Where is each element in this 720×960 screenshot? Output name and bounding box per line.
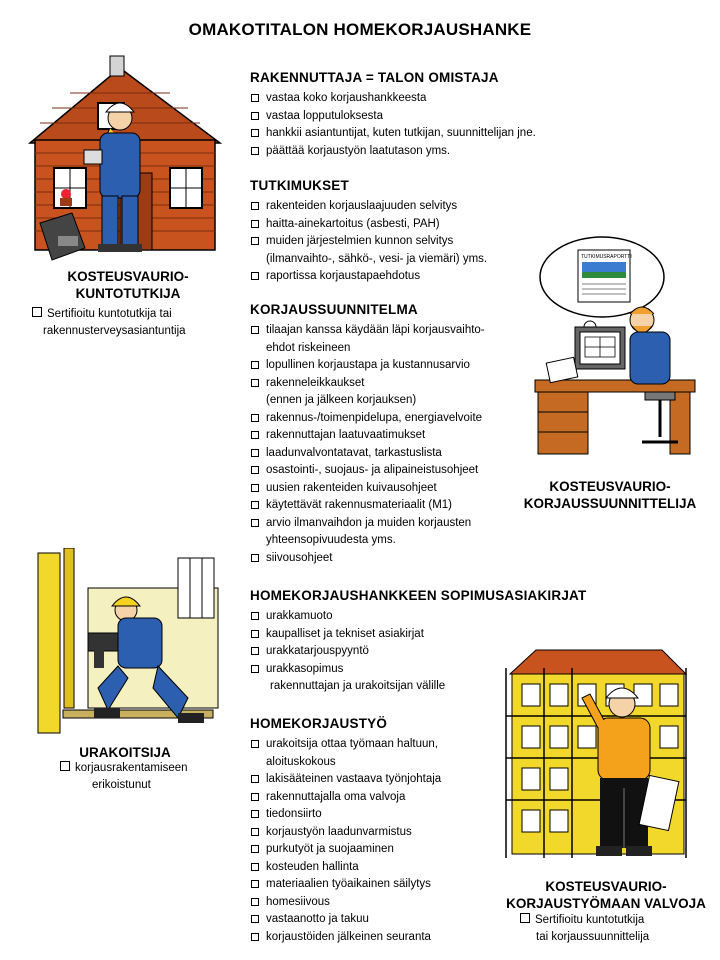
page-title: OMAKOTITALON HOMEKORJAUSHANKE	[188, 20, 532, 39]
role-valvoja-title-line1: KOSTEUSVAURIO-	[545, 879, 667, 894]
list-item: rakennuttajan laatuvaatimukset	[250, 427, 530, 445]
section-rakennuttaja	[250, 70, 536, 160]
role-valvoja-title-line2: KORJAUSTYÖMAAN VALVOJA	[506, 896, 706, 911]
role-suunnittelija-title	[500, 478, 720, 512]
house-inspector-illustration	[10, 48, 245, 266]
checkbox-icon	[60, 761, 70, 771]
role-suunnittelija-title-line2: KORJAUSSUUNNITTELIJA	[523, 496, 697, 511]
list-item: päättää korjaustyön laatutason yms.	[250, 143, 530, 161]
role-tutkija-title	[28, 268, 228, 302]
list-item: urakkatarjouspyyntö	[250, 643, 690, 661]
section-title: HOMEKORJAUSTYÖ	[250, 716, 388, 731]
list-item: vastaa lopputuloksesta	[250, 108, 530, 126]
list-item: urakoitsija ottaa työmaan haltuun, aloituskokous	[250, 736, 530, 771]
list-item: laadunvalvontatavat, tarkastuslista	[250, 445, 530, 463]
item-list	[250, 90, 536, 160]
section-tutkimukset	[250, 178, 530, 286]
list-item: rakennus-/toimenpidelupa, energiavelvoite	[250, 410, 530, 428]
list-item: lopullinen korjaustapa ja kustannusarvio	[250, 357, 530, 375]
report-label: TUTKIMUSRAPORTTI	[581, 254, 632, 260]
item-list	[250, 322, 530, 567]
list-item: vastaanotto ja takuu	[250, 911, 530, 929]
section-title: RAKENNUTTAJA = TALON OMISTAJA	[250, 70, 499, 85]
role-valvoja-title	[496, 878, 716, 912]
list-item: purkutyöt ja suojaaminen	[250, 841, 530, 859]
item-list	[250, 736, 530, 946]
list-item: homesiivous	[250, 894, 530, 912]
list-item: materiaalien työaikainen säilytys	[250, 876, 530, 894]
list-item: tiedonsiirto	[250, 806, 530, 824]
section-title: TUTKIMUKSET	[250, 178, 349, 193]
list-item: urakkasopimus rakennuttajan ja urakoitsijan välille	[250, 661, 690, 696]
list-item: kosteuden hallinta	[250, 859, 530, 877]
list-item: muiden järjestelmien kunnon selvitys (ilmanvaihto-, sähkö-, vesi- ja viemäri) yms.	[250, 233, 530, 268]
role-suunnittelija-title-line1: KOSTEUSVAURIO-	[549, 479, 671, 494]
designer-illustration	[530, 232, 700, 460]
list-item: uusien rakenteiden kuivausohjeet	[250, 480, 530, 498]
list-item: siivousohjeet	[250, 550, 530, 568]
list-item: korjaustöiden jälkeinen seuranta	[250, 929, 530, 947]
list-item: korjaustyön laadunvarmistus	[250, 824, 530, 842]
role-urakoitsija-title: URAKOITSIJA	[79, 745, 171, 760]
list-item: lakisääteinen vastaava työnjohtaja	[250, 771, 530, 789]
checkbox-icon	[520, 913, 530, 923]
list-item: osastointi-, suojaus- ja alipaineistusohjeet	[250, 462, 530, 480]
list-item: rakenneleikkaukset (ennen ja jälkeen korjauksen)	[250, 375, 530, 410]
list-item: käytettävät rakennusmateriaalit (M1)	[250, 497, 530, 515]
list-item: rakenteiden korjauslaajuuden selvitys	[250, 198, 530, 216]
role-tutkija-title-line2: KUNTOTUTKIJA	[75, 286, 181, 301]
list-item: raportissa korjaustapaehdotus	[250, 268, 530, 286]
section-title: HOMEKORJAUSHANKKEEN SOPIMUSASIAKIRJAT	[250, 588, 587, 603]
role-tutkija-desc: Sertifioitu kuntotutkija tai rakennusterveysasiantuntija	[32, 306, 232, 340]
list-item: vastaa koko korjaushankkeesta	[250, 90, 530, 108]
role-valvoja-desc: Sertifioitu kuntotutkija tai korjaussuunnittelija	[520, 912, 720, 946]
list-item: rakennuttajalla oma valvoja	[250, 789, 530, 807]
list-item: kaupalliset ja tekniset asiakirjat	[250, 626, 690, 644]
list-item: urakkamuoto	[250, 608, 690, 626]
section-korjaussuunnitelma	[250, 302, 530, 567]
list-item: hankkii asiantuntijat, kuten tutkijan, suunnittelijan jne.	[250, 125, 530, 143]
role-tutkija-title-line1: KOSTEUSVAURIO-	[67, 269, 189, 284]
list-item: haitta-ainekartoitus (asbesti, PAH)	[250, 216, 530, 234]
contractor-illustration	[28, 548, 222, 738]
section-title: KORJAUSSUUNNITELMA	[250, 302, 418, 317]
role-urakoitsija-desc: korjausrakentamiseen erikoistunut	[60, 760, 260, 794]
list-item: arvio ilmanvaihdon ja muiden korjausten yhteensopivuudesta yms.	[250, 515, 530, 550]
section-homekorjaustyo	[250, 716, 530, 946]
checkbox-icon	[32, 307, 42, 317]
list-item: tilaajan kanssa käydään läpi korjausvaihto- ehdot riskeineen	[250, 322, 530, 357]
item-list	[250, 198, 530, 286]
